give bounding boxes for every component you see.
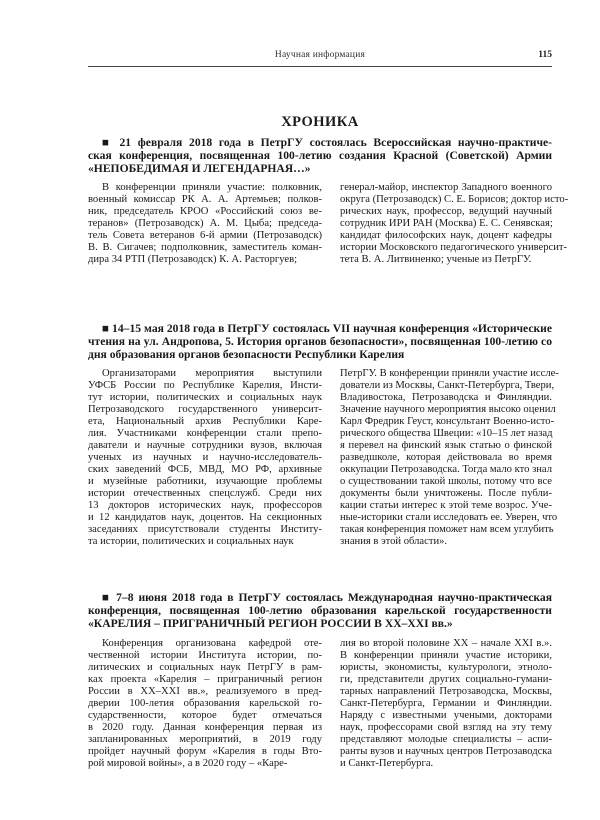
section-title: ХРОНИКА: [281, 114, 359, 130]
text-line: теранов» (Петрозаводск) А. М. Цыба; председа-: [88, 218, 322, 229]
text-line: дователи из Москвы, Санкт-Петербурга, Твери,: [340, 380, 555, 391]
text-line: ета, Национальный архив Республики Каре-: [88, 416, 322, 427]
text-line: ских заведений ФСБ, МВД, МО РФ, архивные: [88, 464, 322, 475]
text-line: сотрудник ИРИ РАН (Москва) Е. С. Сенявская;: [340, 218, 553, 229]
text-line: разведшколе, которая действовала во время: [340, 452, 552, 463]
article-2-left-column: [88, 368, 322, 548]
text-line: ник, председатель КРОО «Российский союз ве-: [88, 206, 322, 217]
text-line: УФСБ России по Республике Карелия, Инсти-: [88, 380, 322, 391]
text-line: представляют молодые специалисты – аспи-: [340, 734, 552, 745]
text-line: сударственности, которое будет отмечаться: [88, 710, 322, 721]
text-line: Конференция организована кафедрой оте-: [102, 638, 322, 649]
text-line: тут истории, политических и социальных наук: [88, 392, 322, 403]
text-line: чественной истории Института истории, по-: [88, 650, 322, 661]
running-header: [88, 50, 552, 64]
text-line: дира 34 РТП (Петрозаводск) К. А. Расторгуев;: [88, 254, 298, 265]
text-line: кандидат философских наук, доцент кафедры: [340, 230, 552, 241]
article-2-heading: [88, 322, 552, 361]
text-line: дня образования органов безопасности Республики Карелия: [88, 348, 405, 361]
text-line: кации статьи интерес к этой теме возрос. Уче-: [340, 500, 552, 511]
article-1-right-column: [340, 182, 569, 266]
text-line: и музейные работники, изучающие проблемы: [88, 476, 322, 487]
text-line: даватели и научные сотрудники вузов, включая: [88, 440, 322, 451]
text-line: ская конференция, посвященная 100-летию создания Красной (Советской) Армии: [88, 149, 552, 162]
text-line: Организаторами мероприятия выступили: [102, 368, 322, 379]
text-line: ученых из научных и научно-исследователь-: [88, 452, 322, 463]
text-line: документы были уничтожены. После публи-: [340, 488, 552, 499]
text-line: истории Московского педагогического университ-: [340, 242, 568, 253]
text-line: истории отечественных спецслужб. Среди них: [88, 488, 322, 499]
text-line: ги, представители других социально-гумани-: [340, 674, 552, 685]
article-1-left-column: [88, 182, 322, 266]
text-line: и Санкт-Петербурга.: [340, 758, 434, 769]
text-line: оккупации Петрозаводска. Тогда мало кто знал: [340, 464, 552, 475]
text-line: Карл Фредрик Геуст, консультант Военно-исто-: [340, 416, 555, 427]
running-title: Научная информация: [274, 50, 366, 60]
text-line: в 2020 году. Данная конференция первая из: [88, 722, 322, 733]
text-line: знания в этой области».: [340, 536, 448, 547]
text-line: ные-историки стали исследовать ее. Уверен, что: [340, 512, 558, 523]
text-line: ках проекта «Карелия – приграничный регион: [88, 674, 322, 685]
text-line: такая конференция поможет нам всем углубить: [340, 524, 554, 535]
text-line: Значение научного мероприятия высоко оценил: [340, 404, 556, 415]
text-line: тета В. А. Литвиненко; ученые из ПетрГУ.: [340, 254, 532, 265]
article-3-right-column: [340, 638, 552, 770]
text-line: ПетрГУ. В конференции приняли участие иссле-: [340, 368, 559, 379]
article-2-right-column: [340, 368, 559, 548]
header-rule: [88, 66, 552, 67]
text-line: и 12 кандидатов наук, доцентов. На секционных: [88, 512, 322, 523]
text-line: лия во второй половине XX – начале XXI в.».: [340, 638, 552, 649]
text-line: о существовании такой школы, потому что все: [340, 476, 552, 487]
text-line: заседаниях присутствовали студенты Институ-: [88, 524, 322, 535]
text-line: рой мировой войны», а в 2020 году – «Каре-: [88, 758, 288, 769]
text-line: рических наук, профессор, ведущий научный: [340, 206, 552, 217]
text-line: наук, профессорами свой взгляд на эту тему: [340, 722, 552, 733]
text-line: «КАРЕЛИЯ – ПРИГРАНИЧНЫЙ РЕГИОН РОССИИ В XX–XXI вв.»: [88, 617, 453, 630]
text-line: чтения на ул. Андропова, 5. История органов безопасности», посвященная 100-летию со: [88, 335, 552, 348]
text-line: «НЕПОБЕДИМАЯ И ЛЕГЕНДАРНАЯ…»: [88, 162, 311, 175]
text-line: тель Совета ветеранов 6-й армии (Петрозаводск): [88, 230, 322, 241]
text-line: рического общества Швеции: «10–15 лет назад: [340, 428, 553, 439]
text-line: запланированных мероприятий, в 2019 году: [88, 734, 322, 745]
article-3-left-column: [88, 638, 322, 770]
text-line: 13 докторов исторических наук, профессоров: [88, 500, 322, 511]
article-3-heading: [88, 591, 552, 630]
text-line: пройдет научный форум «Карелия в годы Вто-: [88, 746, 322, 757]
text-line: России в XX–XXI вв.», реализуемого в пред-: [88, 686, 322, 697]
text-line: военный комиссар РК А. А. Артемьев; полков-: [88, 194, 322, 205]
text-line: та истории, политических и социальных наук: [88, 536, 294, 547]
text-line: лия. Участниками конференции стали препо-: [88, 428, 322, 439]
text-line: я перевел на финский язык статью о финской: [340, 440, 552, 451]
text-line: юристы, экономисты, культурологи, этноло-: [340, 662, 552, 673]
text-line: конференция, посвященная 100-летию образования карельской государственности: [88, 604, 552, 617]
text-line: литических и социальных наук ПетрГУ в рам-: [88, 662, 322, 673]
text-line: В конференции приняли участие историки,: [340, 650, 552, 661]
text-line: Санкт-Петербурга, Германии и Финляндии.: [340, 698, 552, 709]
text-line: ■ 21 февраля 2018 года в ПетрГУ состоялась Всероссийская научно-практиче-: [102, 136, 552, 149]
text-line: Петрозаводского государственного университ-: [88, 404, 322, 415]
page-number: 115: [538, 50, 552, 60]
text-line: генерал-майор, инспектор Западного военного: [340, 182, 552, 193]
text-line: В. В. Сигачев; подполковник, заместитель коман-: [88, 242, 322, 253]
text-line: Владивостока, Петрозаводска и Финляндии.: [340, 392, 552, 403]
text-line: дверии 100-летия образования карельской го-: [88, 698, 322, 709]
text-line: В конференции приняли участие: полковник,: [102, 182, 322, 193]
text-line: округа (Петрозаводск) С. Е. Борисов; доктор исто-: [340, 194, 569, 205]
text-line: Наряду с известными учеными, докторами: [340, 710, 552, 721]
text-line: ранты вузов и научных центров Петрозаводска: [340, 746, 552, 757]
text-line: ■ 7–8 июня 2018 года в ПетрГУ состоялась Международная научно-практическая: [102, 591, 552, 604]
text-line: ■ 14–15 мая 2018 года в ПетрГУ состоялась VII научная конференция «Исторические: [102, 322, 552, 335]
article-1-heading: [88, 136, 552, 175]
text-line: тарных направлений Петрозаводска, Москвы,: [340, 686, 552, 697]
